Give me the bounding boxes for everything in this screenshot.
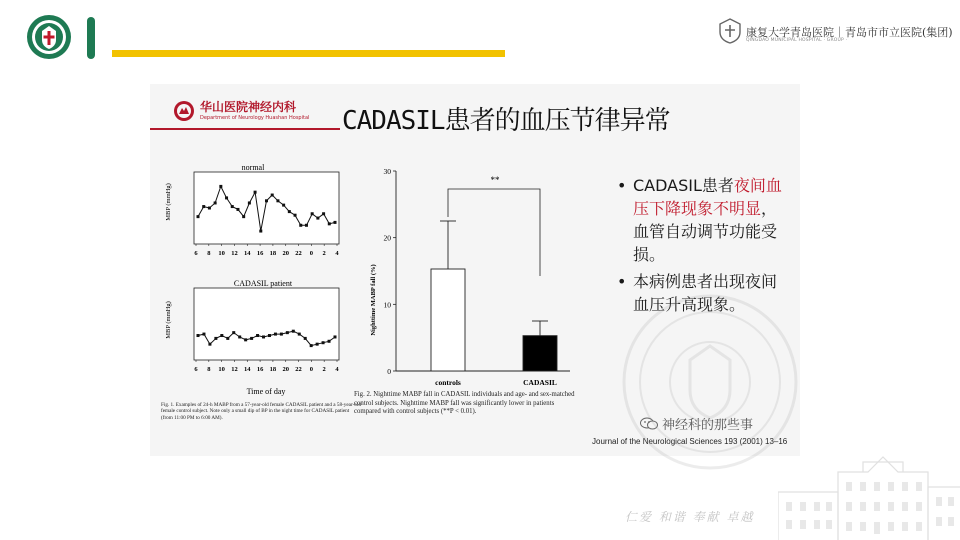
fig1-bottom-title: CADASIL patient bbox=[233, 279, 293, 288]
fig1-bottom-frame bbox=[194, 288, 339, 360]
fig1-top-tick-label: 0 bbox=[309, 250, 313, 257]
fig1-bottom-point bbox=[322, 341, 325, 344]
fig1-bottom-tick-label: 12 bbox=[231, 366, 238, 373]
fig1-bottom-point bbox=[220, 334, 223, 337]
fig1-top-point bbox=[299, 224, 302, 227]
fig1-top-title: normal bbox=[241, 163, 265, 172]
header-accent-bar bbox=[87, 17, 95, 59]
dept-name: 华山医院神经内科 bbox=[200, 100, 297, 114]
fig1-top-tick-label: 2 bbox=[322, 250, 326, 257]
fig1-bottom-point bbox=[202, 333, 205, 336]
dept-underline bbox=[150, 128, 340, 130]
fig1-top-point bbox=[316, 217, 319, 220]
fig1-top-point bbox=[334, 221, 337, 224]
hospital-logo-icon bbox=[719, 18, 741, 44]
huashan-logo-icon bbox=[173, 100, 195, 122]
fig1-bottom-point bbox=[226, 337, 229, 340]
fig1-top-ylabel: MBP (mmHg) bbox=[165, 183, 172, 221]
fig2-bar-CADASIL bbox=[523, 336, 557, 371]
fig2-ytick-label: 0 bbox=[387, 367, 391, 376]
bullet-text: CADASIL患者 bbox=[633, 176, 734, 195]
fig1-top-point bbox=[305, 224, 308, 227]
slide-title: CADASIL患者的血压节律异常 bbox=[342, 106, 670, 136]
fig1-bottom-tick-label: 8 bbox=[207, 366, 211, 373]
fig1-bottom-point bbox=[274, 333, 277, 336]
fig1-top-point bbox=[236, 208, 239, 211]
fig1-bottom-point bbox=[197, 334, 200, 337]
fig1-top-point bbox=[248, 201, 251, 204]
fig1-top-point bbox=[231, 205, 234, 208]
bullet-text: 本病例患者出现夜间血压升高现象。 bbox=[633, 272, 778, 314]
fig1-top-tick-label: 6 bbox=[194, 250, 198, 257]
fig1-top-tick-label: 18 bbox=[269, 250, 277, 257]
fig1-bottom-point bbox=[268, 334, 271, 337]
hospital-name-en: QINGDAO MUNICIPAL HOSPITAL · GROUP · bbox=[746, 38, 848, 43]
fig1-bottom-tick-label: 18 bbox=[269, 366, 277, 373]
fig1-bottom-tick-label: 20 bbox=[282, 366, 289, 373]
fig1-top-point bbox=[242, 215, 245, 218]
fig1-top-frame bbox=[194, 172, 339, 244]
fig1-bottom-point bbox=[334, 335, 337, 338]
fig1-bottom-tick-label: 0 bbox=[309, 366, 313, 373]
fig1-caption: Fig. 1. Examples of 24-h MABP from a 57-year-old female CADASIL patient and a 58-year-old female control subject. Note only a small dip of BP in the night time for CADASIL patient (from 11:00 PM to 6:00 AM). bbox=[161, 402, 361, 421]
fig2-bar-controls bbox=[431, 269, 465, 371]
fig1-bottom-point bbox=[316, 343, 319, 346]
wechat-label: 神经科的那些事 bbox=[662, 418, 754, 433]
dept-name-en: Department of Neurology Huashan Hospital bbox=[200, 115, 310, 121]
fig1-top-tick-label: 16 bbox=[256, 250, 264, 257]
fig1-bottom-ylabel: MBP (mmHg) bbox=[165, 301, 172, 339]
fig1-top-tick-label: 4 bbox=[335, 250, 339, 257]
fig1-bottom-point bbox=[298, 333, 301, 336]
fig1-top-tick-label: 8 bbox=[207, 250, 211, 257]
fig1-bottom-point bbox=[232, 331, 235, 334]
fig1-bottom-point bbox=[310, 344, 313, 347]
hospital-emblem-icon bbox=[26, 14, 72, 60]
fig1-bottom-tick-label: 14 bbox=[244, 366, 251, 373]
fig1-top-tick-label: 12 bbox=[231, 250, 238, 257]
fig1-bottom-point bbox=[238, 335, 241, 338]
fig1-bottom-point bbox=[214, 337, 217, 340]
fig1-top-point bbox=[202, 205, 205, 208]
fig1-bottom-point bbox=[328, 340, 331, 343]
fig1-bottom-point bbox=[244, 338, 247, 341]
fig2-ylabel: Nighttime MABP fall (%) bbox=[370, 264, 377, 336]
fig1-bottom-point bbox=[286, 331, 289, 334]
seal-watermark-icon bbox=[622, 294, 798, 470]
fig1-top-point bbox=[259, 230, 262, 233]
fig2-caption: Fig. 2. Nighttime MABP fall in CADASIL individuals and age- and sex-matched control subjects. Nighttime MABP fall was significantly lower in patients compared with control subjects (**P < 0.01). bbox=[354, 391, 575, 415]
panel-header bbox=[150, 84, 800, 134]
fig2-sig: ** bbox=[490, 175, 500, 185]
fig1-top-tick-label: 20 bbox=[282, 250, 289, 257]
fig1-bottom-tick-label: 10 bbox=[218, 366, 225, 373]
fig1-bottom-point bbox=[292, 330, 295, 333]
fig1-top-tick-label: 10 bbox=[218, 250, 225, 257]
fig1-top-point bbox=[197, 215, 200, 218]
fig1-bottom-point bbox=[208, 343, 211, 346]
building-watermark-icon bbox=[778, 452, 960, 540]
fig1-bottom-tick-label: 2 bbox=[322, 366, 326, 373]
journal-citation: Journal of the Neurological Sciences 193 (2001) 13–16 bbox=[592, 437, 788, 446]
fig2-category-label: CADASIL bbox=[523, 378, 557, 387]
fig1-top-point bbox=[214, 201, 217, 204]
fig1-bottom-tick-label: 6 bbox=[194, 366, 198, 373]
fig2-category-label: controls bbox=[435, 378, 461, 387]
fig1-top-tick-label: 22 bbox=[295, 250, 302, 257]
fig1-top-point bbox=[276, 199, 279, 202]
fig2-ytick-label: 20 bbox=[383, 233, 391, 243]
fig1-top-point bbox=[208, 207, 211, 210]
fig1-bottom-point bbox=[256, 334, 259, 337]
fig2-ytick-label: 30 bbox=[383, 167, 391, 176]
fig1-top-point bbox=[288, 210, 291, 213]
fig1-top-point bbox=[311, 212, 314, 215]
fig1-top-point bbox=[328, 222, 331, 225]
fig1-top-point bbox=[225, 196, 228, 199]
bullet-text: ，血管自动调节功能受损。 bbox=[633, 199, 778, 264]
fig1-top-point bbox=[219, 185, 222, 188]
fig1-bottom-tick-label: 16 bbox=[256, 366, 264, 373]
fig1-bottom-point bbox=[280, 333, 283, 336]
fig2-sig-bracket bbox=[448, 189, 540, 276]
fig1-top-point bbox=[254, 191, 257, 194]
motto: 仁爱 和谐 奉献 卓越 bbox=[625, 510, 755, 524]
fig2-ytick-label: 10 bbox=[383, 300, 391, 310]
fig1-bottom-point bbox=[262, 335, 265, 338]
fig1-top-point bbox=[294, 214, 297, 217]
bullet-item bbox=[617, 174, 792, 266]
fig1-top-point bbox=[282, 204, 285, 207]
hospital-name: 康复大学青岛医院｜青岛市市立医院(集团) bbox=[746, 26, 953, 39]
fig1-bottom-point bbox=[250, 337, 253, 340]
fig1-top-point bbox=[322, 212, 325, 215]
bullet-highlight: 夜间血压下降现象不明显 bbox=[633, 176, 782, 218]
fig1-bottom-point bbox=[304, 337, 307, 340]
header-underline bbox=[112, 50, 505, 57]
fig1-xlabel: Time of day bbox=[246, 387, 286, 396]
fig1-top-tick-label: 14 bbox=[244, 250, 251, 257]
fig1-bottom-tick-label: 22 bbox=[295, 366, 302, 373]
fig1-top-point bbox=[271, 194, 274, 197]
fig1-bottom-tick-label: 4 bbox=[335, 366, 339, 373]
fig1-top-point bbox=[265, 199, 268, 202]
